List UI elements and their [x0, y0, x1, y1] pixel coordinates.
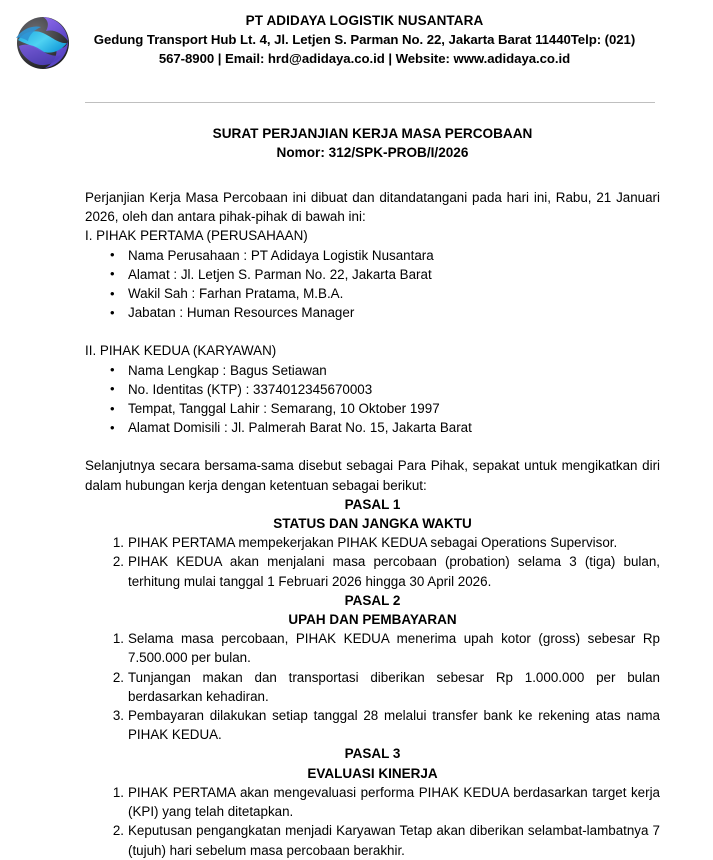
article-2-number: PASAL 2: [344, 592, 401, 608]
document-body: [0, 125, 713, 860]
party-two-heading: II. PIHAK KEDUA (KARYAWAN): [85, 343, 277, 359]
article-3-clauses: [85, 783, 660, 860]
document-title: SURAT PERJANJIAN KERJA MASA PERCOBAAN: [212, 126, 533, 141]
list-item: • Alamat : Jl. Letjen S. Parman No. 22, Jakarta Barat: [110, 265, 660, 284]
letterhead-text: [55, 12, 658, 68]
list-item: • No. Identitas (KTP) : 3374012345670003: [110, 380, 660, 399]
article-2-title: UPAH DAN PEMBAYARAN: [288, 612, 457, 628]
list-item: Selama masa percobaan, PIHAK KEDUA menerima upah kotor (gross) sebesar Rp 7.500.000 per bulan.: [128, 631, 660, 666]
article-3-title: EVALUASI KINERJA: [307, 765, 438, 781]
party-one-list: [85, 246, 660, 323]
letterhead: [0, 0, 713, 92]
list-item: • Wakil Sah : Farhan Pratama, M.B.A.: [110, 284, 660, 303]
list-item: Pembayaran dilakukan setiap tanggal 28 melalui transfer bank ke rekening atas nama PIHAK KEDUA.: [128, 708, 660, 743]
article-2-clauses: [85, 629, 660, 744]
list-item: Tunjangan makan dan transportasi diberikan sebesar Rp 1.000.000 per bulan berdasarkan kehadiran.: [128, 669, 660, 704]
company-address-line-2: 567-8900 | Email: hrd@adidaya.co.id | Website: www.adidaya.co.id: [158, 51, 571, 66]
company-address-line-1: Gedung Transport Hub Lt. 4, Jl. Letjen S. Parman No. 22, Jakarta Barat 11440Telp: (021): [93, 32, 636, 47]
list-item: PIHAK PERTAMA akan mengevaluasi performa PIHAK KEDUA berdasarkan target kerja (KPI) yang telah ditetapkan.: [128, 784, 660, 820]
list-item: • Nama Lengkap : Bagus Setiawan: [110, 361, 660, 380]
list-item: Keputusan pengangkatan menjadi Karyawan Tetap akan diberikan selambat-lambatnya 7 (tujuh) hari sebelum masa percobaan berakhir.: [128, 823, 660, 858]
article-3-number: PASAL 3: [344, 746, 401, 762]
spacer: [85, 322, 660, 341]
list-item: • Jabatan : Human Resources Manager: [110, 303, 660, 322]
letterhead-divider: [85, 102, 655, 103]
party-two-list: [85, 361, 660, 438]
spacer: [85, 437, 660, 456]
company-name: PT ADIDAYA LOGISTIK NUSANTARA: [245, 13, 484, 28]
intro-paragraph: Perjanjian Kerja Masa Percobaan ini dibuat dan ditandatangani pada hari ini, Rabu, 21 Januari 2026, oleh dan antara pihak-pihak di bawah ini:: [85, 190, 660, 225]
document-number: Nomor: 312/SPK-PROB/I/2026: [276, 144, 469, 160]
company-logo-icon: [10, 10, 76, 76]
party-one-heading: I. PIHAK PERTAMA (PERUSAHAAN): [85, 228, 308, 244]
agreement-intro-paragraph: Selanjutnya secara bersama-sama disebut sebagai Para Pihak, sepakat untuk mengikatkan diri dalam hubungan kerja dengan ketentuan sebagai berikut:: [85, 458, 660, 493]
list-item: • Tempat, Tanggal Lahir : Semarang, 10 Oktober 1997: [110, 399, 660, 418]
article-1-title: STATUS DAN JANGKA WAKTU: [273, 516, 472, 532]
article-1-number: PASAL 1: [344, 496, 401, 512]
list-item: • Alamat Domisili : Jl. Palmerah Barat No. 15, Jakarta Barat: [110, 418, 660, 437]
spacer: [85, 162, 660, 188]
list-item: • Nama Perusahaan : PT Adidaya Logistik Nusantara: [110, 246, 660, 265]
list-item: PIHAK PERTAMA mempekerjakan PIHAK KEDUA sebagai Operations Supervisor.: [128, 535, 618, 551]
list-item: PIHAK KEDUA akan menjalani masa percobaan (probation) selama 3 (tiga) bulan, terhitung mulai tanggal 1 Februari 2026 hingga 30 April 2026.: [128, 554, 660, 589]
article-1-clauses: [85, 533, 660, 591]
